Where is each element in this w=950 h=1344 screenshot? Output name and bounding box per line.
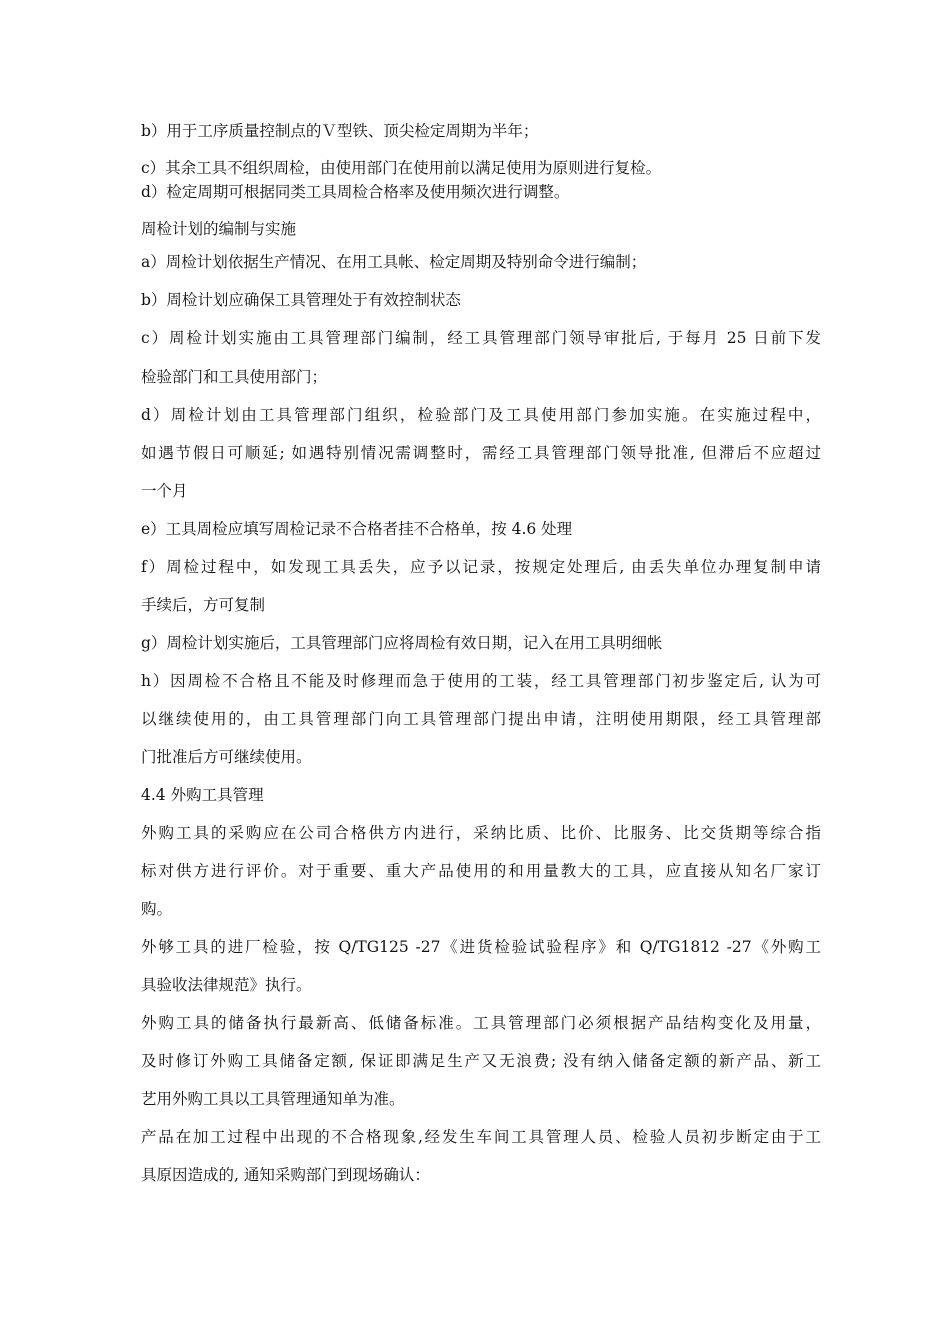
- text-line: b）周检计划应确保工具管理处于有效控制状态: [141, 291, 461, 309]
- text-line: 艺用外购工具以工具管理通知单为准。: [141, 1090, 405, 1108]
- text-line: 手续后，方可复制: [141, 596, 266, 614]
- section-heading: 周检计划的编制与实施: [141, 220, 297, 238]
- text-line: a）周检计划依据生产情况、在用工具帐、检定周期及特别命令进行编制；: [141, 253, 647, 271]
- text-line: 标对供方进行评价。对于重要、重大产品使用的和用量教大的工具，应直接从知名厂家订: [141, 862, 821, 880]
- text-line: g）周检计划实施后，工具管理部门应将周检有效日期，记入在用工具明细帐: [141, 634, 663, 652]
- text-line: b）用于工序质量控制点的Ｖ型铁、顶尖检定周期为半年；: [141, 122, 539, 140]
- text-line: 具验收法律规范》执行。: [141, 976, 312, 994]
- text-line: 及时修订外购工具储备定额, 保证即满足生产又无浪费; 没有纳入储备定额的新产品、新工: [141, 1052, 821, 1070]
- text-line: 外购工具的采购应在公司合格供方内进行，采纳比质、比价、比服务、比交货期等综合指: [141, 824, 821, 842]
- text-line: 购。: [141, 900, 173, 918]
- text-line: 外购工具的储备执行最新高、低储备标准。工具管理部门必须根据产品结构变化及用量，: [141, 1014, 821, 1032]
- text-line: 具原因造成的, 通知采购部门到现场确认：: [141, 1166, 430, 1184]
- text-line: d）周检计划由工具管理部门组织，检验部门及工具使用部门参加实施。在实施过程中，: [141, 406, 821, 424]
- text-line: 以继续使用的，由工具管理部门向工具管理部门提出申请，注明使用期限，经工具管理部: [141, 710, 821, 728]
- text-line: 检验部门和工具使用部门；: [141, 368, 328, 386]
- section-heading: 4.4 外购工具管理: [141, 786, 264, 804]
- text-line: f）周检过程中，如发现工具丢失，应予以记录，按规定处理后, 由丢失单位办理复制申请: [141, 558, 821, 576]
- text-line: 产品在加工过程中出现的不合格现象,经发生车间工具管理人员、检验人员初步断定由于工: [141, 1128, 821, 1146]
- text-line: e）工具周检应填写周检记录不合格者挂不合格单，按 4.6 处理: [141, 520, 573, 538]
- text-line: 如遇节假日可顺延; 如遇特别情况需调整时，需经工具管理部门领导批准, 但滞后不应超过: [141, 444, 821, 462]
- text-line: d）检定周期可根据同类工具周检合格率及使用频次进行调整。: [141, 183, 570, 201]
- text-line: c）其余工具不组织周检，由使用部门在使用前以满足使用为原则进行复检。: [141, 159, 662, 177]
- text-line: 外够工具的进厂检验，按 Q/TG125 -27《进货检验试验程序》和 Q/TG1812 -27《外购工: [141, 938, 821, 956]
- text-line: c）周检计划实施由工具管理部门编制，经工具管理部门领导审批后, 于每月 25 日前下发: [141, 329, 821, 347]
- text-line: h）因周检不合格且不能及时修理而急于使用的工装，经工具管理部门初步鉴定后, 认为可: [141, 672, 821, 690]
- text-line: 门批准后方可继续使用。: [141, 748, 312, 766]
- text-line: 一个月: [141, 482, 188, 500]
